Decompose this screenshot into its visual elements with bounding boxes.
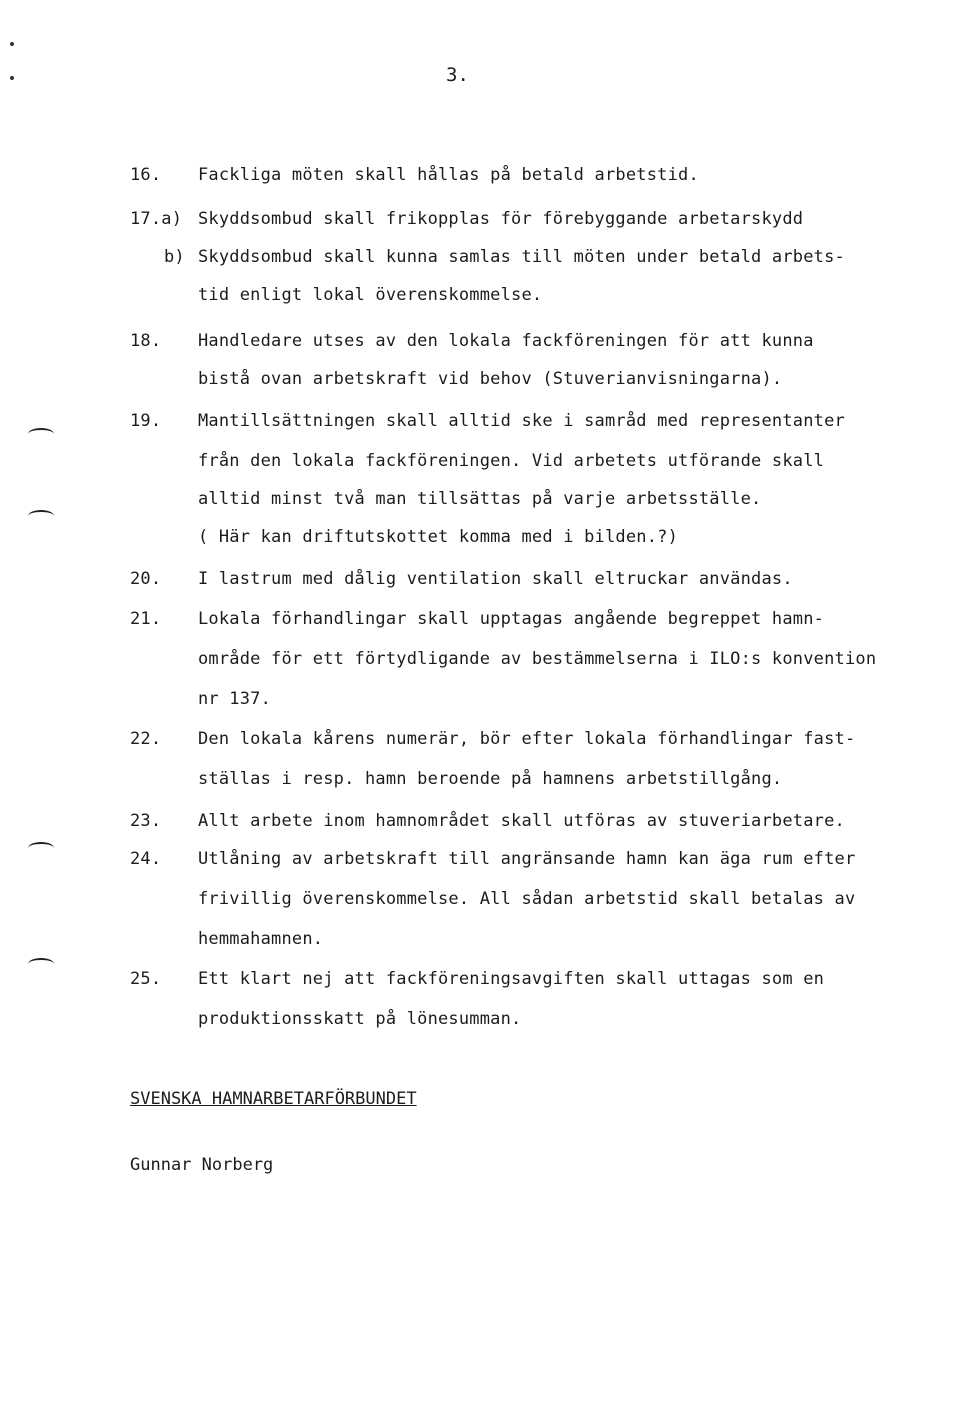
item-24 [130,848,161,870]
item-25-line-1: Ett klart nej att fackföreningsavgiften skall uttagas som en [198,969,825,989]
item-number: b) [164,247,185,267]
item-17a [130,208,182,230]
item-16 [130,164,161,186]
item-17b-line-2: tid enligt lokal överenskommelse. [198,285,543,305]
item-25 [130,968,161,990]
item-number: 23. [130,811,162,831]
item-16-line-1: Fackliga möten skall hållas på betald arbetstid. [198,165,699,185]
item-19-line-2: från den lokala fackföreningen. Vid arbetets utförande skall [198,451,825,471]
item-number: 19. [130,411,162,431]
item-number: 25. [130,969,162,989]
item-18-line-1: Handledare utses av den lokala fackföreningen för att kunna [198,331,814,351]
item-number: 22. [130,729,162,749]
margin-mark [28,510,54,522]
item-20-line-1: I lastrum med dålig ventilation skall eltruckar användas. [198,569,793,589]
margin-mark [28,842,54,854]
item-17b [164,246,185,268]
item-19-line-4: ( Här kan driftutskottet komma med i bilden.?) [198,527,679,547]
item-24-line-1: Utlåning av arbetskraft till angränsande hamn kan äga rum efter [198,849,856,869]
item-21-line-3: nr 137. [198,689,272,709]
signatory-name: Gunnar Norberg [130,1155,274,1175]
item-21 [130,608,161,630]
scan-speck [10,76,14,80]
scan-speck [10,42,14,46]
item-number: 16. [130,165,162,185]
item-23 [130,810,161,832]
item-18 [130,330,161,352]
item-17b-line-1: Skyddsombud skall kunna samlas till möten under betald arbets- [198,247,845,267]
item-21-line-2: område för ett förtydligande av bestämmelserna i ILO:s konvention [198,649,877,669]
item-number: 21. [130,609,162,629]
item-22-line-2: ställas i resp. hamn beroende på hamnens arbetstillgång. [198,769,783,789]
page-number: 3. [446,64,469,86]
item-24-line-2: frivillig överenskommelse. All sådan arbetstid skall betalas av [198,889,856,909]
item-21-line-1: Lokala förhandlingar skall upptagas angående begreppet hamn- [198,609,825,629]
item-20 [130,568,161,590]
item-17a-line-1: Skyddsombud skall frikopplas för förebyggande arbetarskydd [198,209,804,229]
item-18-line-2: bistå ovan arbetskraft vid behov (Stuverianvisningarna). [198,369,783,389]
item-22 [130,728,161,750]
item-number: 17.a) [130,209,183,229]
item-19 [130,410,161,432]
margin-mark [28,958,54,970]
item-19-line-1: Mantillsättningen skall alltid ske i samråd med representanter [198,411,845,431]
item-number: 20. [130,569,162,589]
item-25-line-2: produktionsskatt på lönesumman. [198,1009,522,1029]
organization-name: SVENSKA HAMNARBETARFÖRBUNDET [130,1089,417,1109]
item-23-line-1: Allt arbete inom hamnområdet skall utföras av stuveriarbetare. [198,811,845,831]
item-number: 18. [130,331,162,351]
item-19-line-3: alltid minst två man tillsättas på varje arbetsställe. [198,489,762,509]
item-22-line-1: Den lokala kårens numerär, bör efter lokala förhandlingar fast- [198,729,856,749]
item-number: 24. [130,849,162,869]
margin-mark [28,428,54,440]
item-24-line-3: hemmahamnen. [198,929,324,949]
